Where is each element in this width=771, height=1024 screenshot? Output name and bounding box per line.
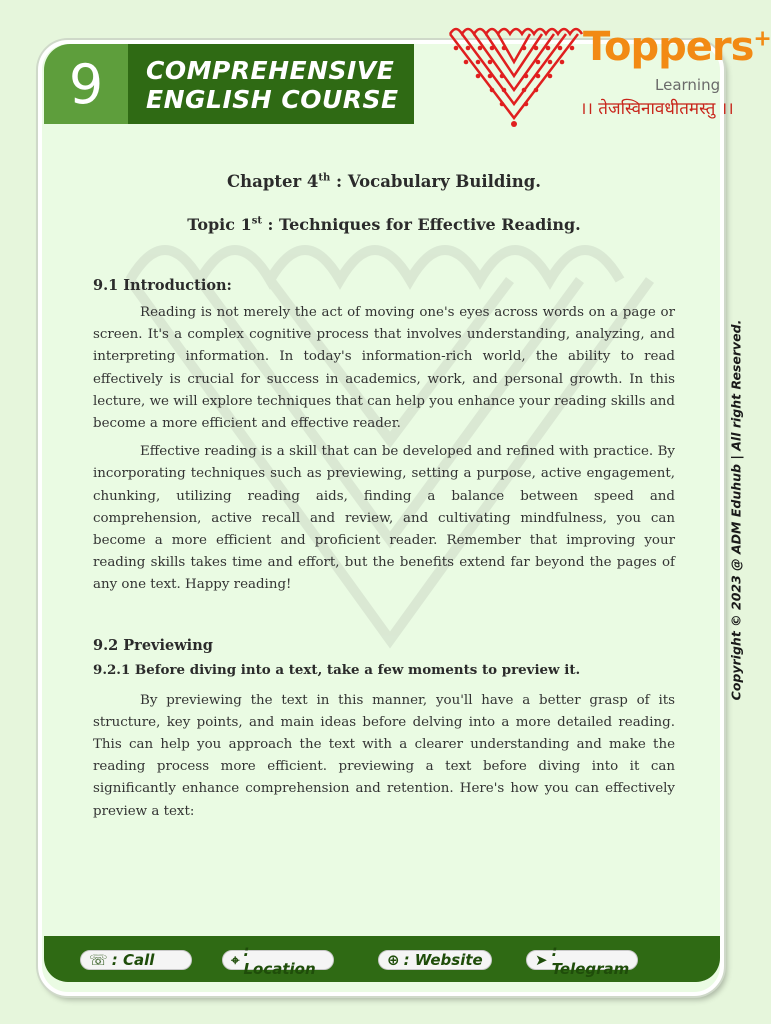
telegram-icon: ➤: [535, 951, 548, 969]
phone-icon: ☏: [89, 951, 108, 969]
topic-title: [93, 215, 675, 234]
call-button[interactable]: [80, 950, 192, 970]
side-copyright: Copyright © 2023 @ ADM Eduhub | All right Reserved.: [728, 319, 744, 701]
section-heading-previewing: 9.2 Previewing: [93, 636, 213, 654]
course-title-line1: COMPREHENSIVE: [146, 56, 395, 85]
globe-icon: ⊕: [387, 951, 400, 969]
location-label: : Location: [243, 942, 316, 978]
logo-name-text: Toppers: [583, 24, 754, 70]
paragraph: Effective reading is a skill that can be developed and refined with practice. By incorporating techniques such as previewing, setting a purpose, active engagement, chunking, utilizing reading aids, finding a balance between speed and comprehension, active recall and review, and cultivating mindfulness, you can become a more efficient and proficient reader. Remember that improving your reading skills takes time and effort, but the benefits extend far beyond the pages of any one text. Happy reading!: [93, 444, 675, 593]
website-label: : Website: [403, 951, 483, 969]
chapter-title: [93, 172, 675, 191]
location-pin-icon: ⌖: [231, 951, 240, 969]
chapter-sup: th: [318, 172, 331, 184]
logo-name: [583, 24, 771, 70]
course-number: 9: [44, 44, 128, 124]
telegram-label: : Telegram: [551, 942, 630, 978]
section-heading-introduction: 9.1 Introduction:: [93, 277, 232, 294]
chapter-prefix: Chapter 4: [227, 172, 319, 191]
course-title-line2: ENGLISH COURSE: [146, 85, 399, 114]
course-header: [44, 44, 414, 124]
website-button[interactable]: [378, 950, 492, 970]
paragraph: Reading is not merely the act of moving one's eyes across words on a page or screen. It's a complex cognitive process that involves understanding, analyzing, and interpreting information. In today's information-rich world, the ability to read effectively is crucial for success in academics, work, and personal growth. In this lecture, we will explore techniques that can help you enhance your reading skills and become a more efficient and effective reader.: [93, 305, 675, 432]
paragraph: By previewing the text in this manner, you'll have a better grasp of its structure, key points, and main ideas before delving into a more detailed reading. This can help you approach the text with a clearer understanding and make the reading process more efficient. previewing a text before diving into it can significantly enhance comprehension and retention. Here's how you can effectively preview a text:: [93, 692, 675, 819]
call-label: : Call: [111, 951, 155, 969]
main-content: [93, 172, 675, 829]
telegram-button[interactable]: [526, 942, 638, 978]
logo-motto: ।। तेजस्विनावधीतमस्तु ।।: [580, 99, 734, 119]
topic-prefix: Topic 1: [187, 215, 252, 234]
logo-subtitle: Learning: [655, 76, 721, 94]
topic-sup: st: [251, 215, 262, 227]
topic-name: : Techniques for Effective Reading.: [261, 215, 581, 234]
chapter-name: : Vocabulary Building.: [330, 172, 541, 191]
course-title: [128, 44, 414, 124]
logo-plus: +: [753, 26, 771, 52]
subsection-heading: 9.2.1 Before diving into a text, take a few moments to preview it.: [93, 661, 581, 678]
location-button[interactable]: [222, 942, 334, 978]
footer-bar: [44, 936, 720, 982]
